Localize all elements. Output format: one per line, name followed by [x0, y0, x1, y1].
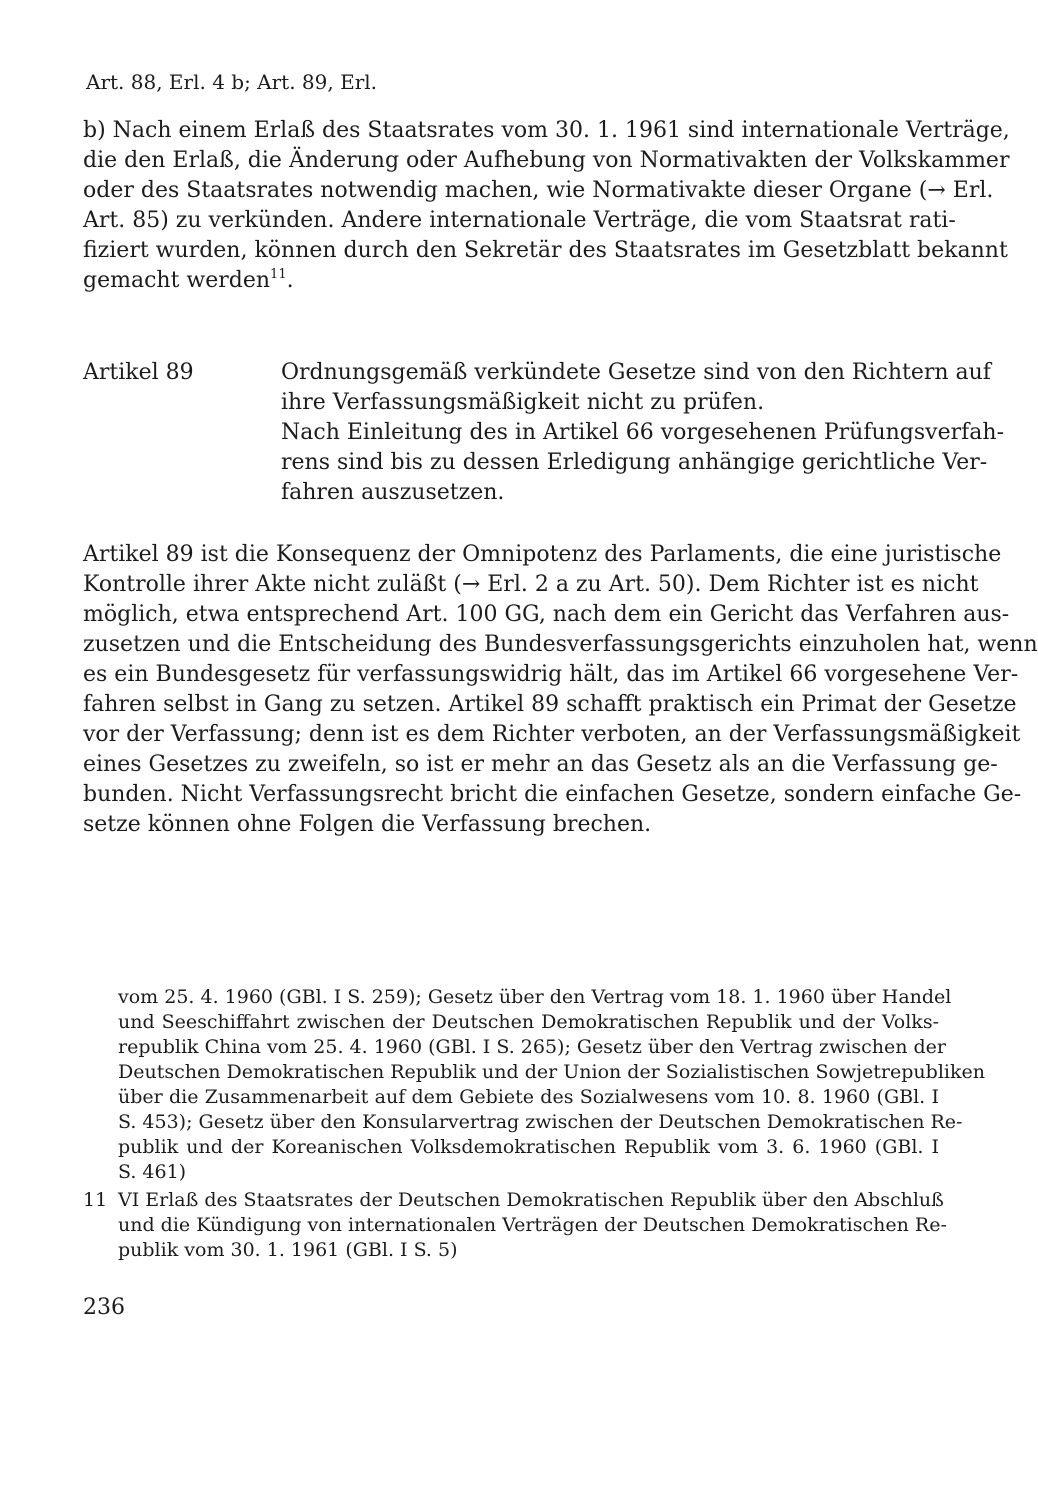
paragraph-line: Art. 85) zu verkünden. Andere internationale Verträge, die vom Staatsrat rati-	[83, 208, 956, 233]
commentary-line: eines Gesetzes zu zweifeln, so ist er mehr an das Gesetz als an die Verfassung ge-	[83, 752, 998, 777]
commentary-line: zusetzen und die Entscheidung des Bundesverfassungsgerichts einzuholen hat, wenn	[83, 632, 1038, 657]
footnote-number: 11	[83, 1189, 108, 1211]
commentary-line: möglich, etwa entsprechend Art. 100 GG, nach dem ein Gericht das Verfahren aus-	[83, 602, 1010, 627]
footnote-line: publik und der Koreanischen Volksdemokratischen Republik vom 3. 6. 1960 (GBl. I	[118, 1136, 939, 1158]
article-line: rens sind bis zu dessen Erledigung anhängige gerichtliche Ver-	[281, 450, 988, 475]
footnote-line: vom 25. 4. 1960 (GBl. I S. 259); Gesetz über den Vertrag vom 18. 1. 1960 über Handel	[118, 986, 952, 1008]
commentary-line: bunden. Nicht Verfassungsrecht bricht die einfachen Gesetze, sondern einfache Ge-	[83, 782, 1022, 807]
paragraph-line: die den Erlaß, die Änderung oder Aufhebung von Normativakten der Volkskammer	[83, 148, 1010, 173]
paragraph-line-text: gemacht werden	[83, 268, 271, 293]
page-number: 236	[83, 1295, 125, 1320]
footnote-line: und Seeschiffahrt zwischen der Deutschen Demokratischen Republik und der Volks-	[118, 1011, 939, 1033]
footnote-line: Deutschen Demokratischen Republik und der Union der Sozialistischen Sowjetrepubliken	[118, 1061, 985, 1083]
commentary-line: Artikel 89 ist die Konsequenz der Omnipotenz des Parlaments, die eine juristische	[83, 542, 1002, 567]
footnote-line: S. 453); Gesetz über den Konsularvertrag zwischen der Deutschen Demokratischen Re-	[118, 1111, 963, 1133]
footnotes	[83, 985, 985, 1263]
commentary-line: Kontrolle ihrer Akte nicht zuläßt (→ Erl. 2 a zu Art. 50). Dem Richter ist es nicht	[83, 572, 979, 597]
footnote-reference[interactable]: 11	[270, 267, 287, 282]
commentary-line: fahren selbst in Gang zu setzen. Artikel 89 schafft praktisch ein Primat der Gesetze	[83, 692, 1017, 717]
commentary-line: es ein Bundesgesetz für verfassungswidrig hält, das im Artikel 66 vorgesehene Ver-	[83, 662, 1019, 687]
footnote-line: S. 461)	[118, 1161, 187, 1183]
article-line: Ordnungsgemäß verkündete Gesetze sind von den Richtern auf	[281, 360, 991, 385]
paragraph-line: fiziert wurden, können durch den Sekretär des Staatsrates im Gesetzblatt bekannt	[83, 238, 1008, 263]
commentary-paragraph	[83, 540, 1038, 840]
article-label: Artikel 89	[83, 360, 194, 385]
paragraph-line: b) Nach einem Erlaß des Staatsrates vom 30. 1. 1961 sind internationale Verträge,	[83, 118, 1010, 143]
article-text	[281, 358, 1005, 508]
commentary-line: setze können ohne Folgen die Verfassung brechen.	[83, 812, 652, 837]
footnote-line: und die Kündigung von internationalen Verträgen der Deutschen Demokratischen Re-	[118, 1214, 947, 1236]
footnote-line: über die Zusammenarbeit auf dem Gebiete des Sozialwesens vom 10. 8. 1960 (GBl. I	[118, 1086, 939, 1108]
footnote-line: VI Erlaß des Staatsrates der Deutschen Demokratischen Republik über den Abschluß	[118, 1189, 944, 1211]
commentary-line: vor der Verfassung; denn ist es dem Richter verboten, an der Verfassungsmäßigkeit	[83, 722, 1021, 747]
end-punctuation: .	[286, 268, 294, 293]
paragraph-line-last	[83, 266, 939, 296]
footnote-line: publik vom 30. 1. 1961 (GBl. I S. 5)	[118, 1239, 458, 1261]
running-head: Art. 88, Erl. 4 b; Art. 89, Erl.	[86, 70, 378, 94]
article-line: fahren auszusetzen.	[281, 480, 505, 505]
article-line: ihre Verfassungsmäßigkeit nicht zu prüfen.	[281, 390, 765, 415]
paragraph-b	[83, 116, 1010, 296]
paragraph-line: oder des Staatsrates notwendig machen, wie Normativakte dieser Organe (→ Erl.	[83, 178, 994, 203]
article-line: Nach Einleitung des in Artikel 66 vorgesehenen Prüfungsverfah-	[281, 420, 1005, 445]
footnote-continuation	[118, 985, 985, 1185]
footnote-line: republik China vom 25. 4. 1960 (GBl. I S. 265); Gesetz über den Vertrag zwischen der	[118, 1036, 946, 1058]
footnote-11	[83, 1188, 947, 1263]
